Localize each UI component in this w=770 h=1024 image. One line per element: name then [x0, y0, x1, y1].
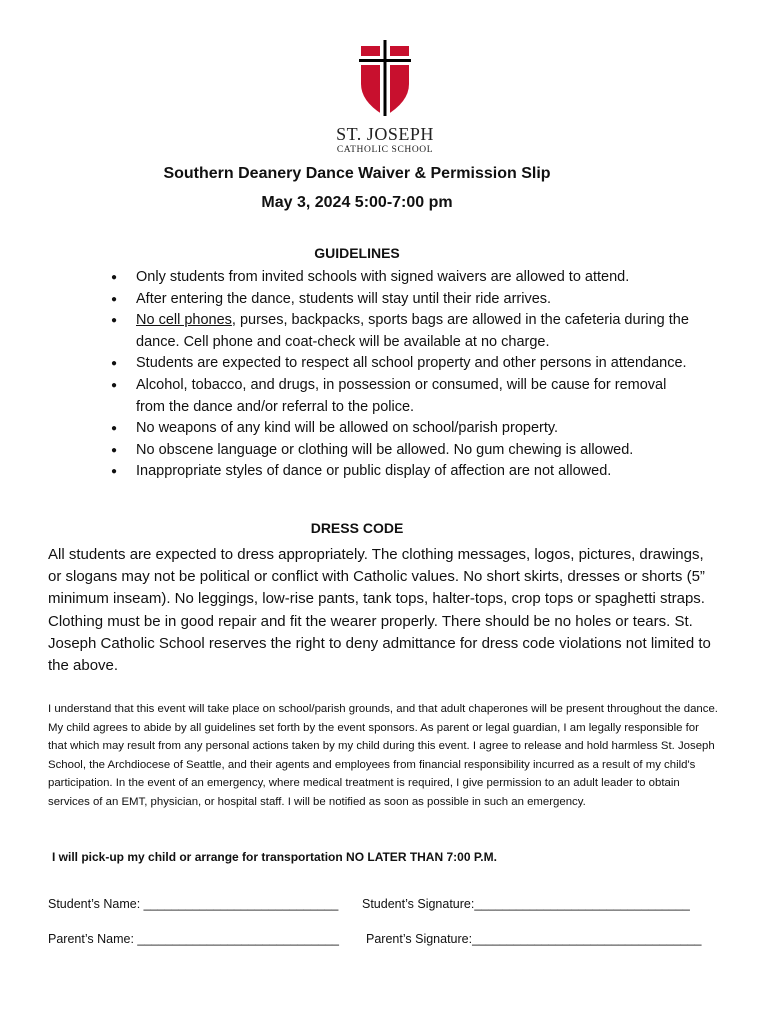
pickup-statement: I will pick-up my child or arrange for transportation NO LATER THAN 7:00 P.M.: [52, 850, 497, 864]
parent-name-field[interactable]: Parent’s Name: _____________________________: [48, 932, 339, 946]
school-logo: [355, 38, 415, 118]
dress-code-text: All students are expected to dress appropriately. The clothing messages, logos, pictures, drawings, or slogans may not be political or conflict with Catholic values. No short skirts, dresses or shorts (5” minimum inseam). No leggings, low-rise pants, tank tops, halter-tops, crop tops or spaghetti straps. Clothing must be in good repair and fit the wearer properly. There should be no holes or tears. St. Joseph Catholic School reserves the right to deny admittance for dress code violations not limited to the above.: [48, 546, 711, 675]
student-name-field[interactable]: Student’s Name: ____________________________: [48, 897, 339, 911]
student-signature-field[interactable]: Student’s Signature:_______________________________: [362, 897, 690, 911]
event-date: May 3, 2024 5:00-7:00 pm: [261, 194, 453, 211]
guidelines-heading: GUIDELINES: [314, 245, 400, 261]
parent-signature-field[interactable]: Parent’s Signature:_________________________________: [366, 932, 702, 946]
document-title: Southern Deanery Dance Waiver & Permission Slip: [163, 165, 551, 182]
guideline-item: ● No weapons of any kind will be allowed on school/parish property.: [108, 418, 698, 440]
guideline-item: ● No obscene language or clothing will be allowed. No gum chewing is allowed.: [108, 440, 698, 462]
inner-cross-vertical: [384, 40, 387, 116]
guideline-text: , purses, backpacks, sports bags are allowed in the cafeteria during the dance. Cell phone and coat-check will be available at no charge.: [136, 312, 689, 350]
dress-code-heading: DRESS CODE: [310, 520, 404, 536]
guideline-item: [108, 310, 698, 353]
consent-paragraph: I understand that this event will take place on school/parish grounds, and that adult chaperones will be present throughout the dance. My child agrees to abide by all guidelines set forth by the event sponsors. As parent or legal guardian, I am legally responsible for that which may result from any personal actions taken by my child during this event. I agree to release and hold harmless St. Joseph School, the Archdiocese of Seattle, and their agents and employees from financial responsibility incurred as a result of my child's participation. In the event of an emergency, where medical treatment is required, I give permission to an adult leader to obtain services of an EMT, physician, or hospital staff. I will be notified as soon as possible in such an emergency.: [48, 703, 718, 808]
guidelines-list: [108, 267, 698, 483]
school-name: ST. JOSEPH: [336, 124, 434, 144]
guideline-item: ● Only students from invited schools with signed waivers are allowed to attend.: [108, 267, 698, 289]
cross-shield-icon: [355, 38, 415, 118]
inner-cross-horizontal: [359, 59, 411, 62]
guideline-item: ● After entering the dance, students will stay until their ride arrives.: [108, 289, 698, 311]
underlined-text: No cell phones: [136, 312, 232, 329]
school-subname: CATHOLIC SCHOOL: [336, 145, 434, 155]
guideline-item: ● Inappropriate styles of dance or public display of affection are not allowed.: [108, 461, 698, 483]
guideline-item: ● Alcohol, tobacco, and drugs, in possession or consumed, will be cause for removal from the dance and/or referral to the police.: [108, 375, 698, 418]
guideline-item: ● Students are expected to respect all school property and other persons in attendance.: [108, 353, 698, 375]
